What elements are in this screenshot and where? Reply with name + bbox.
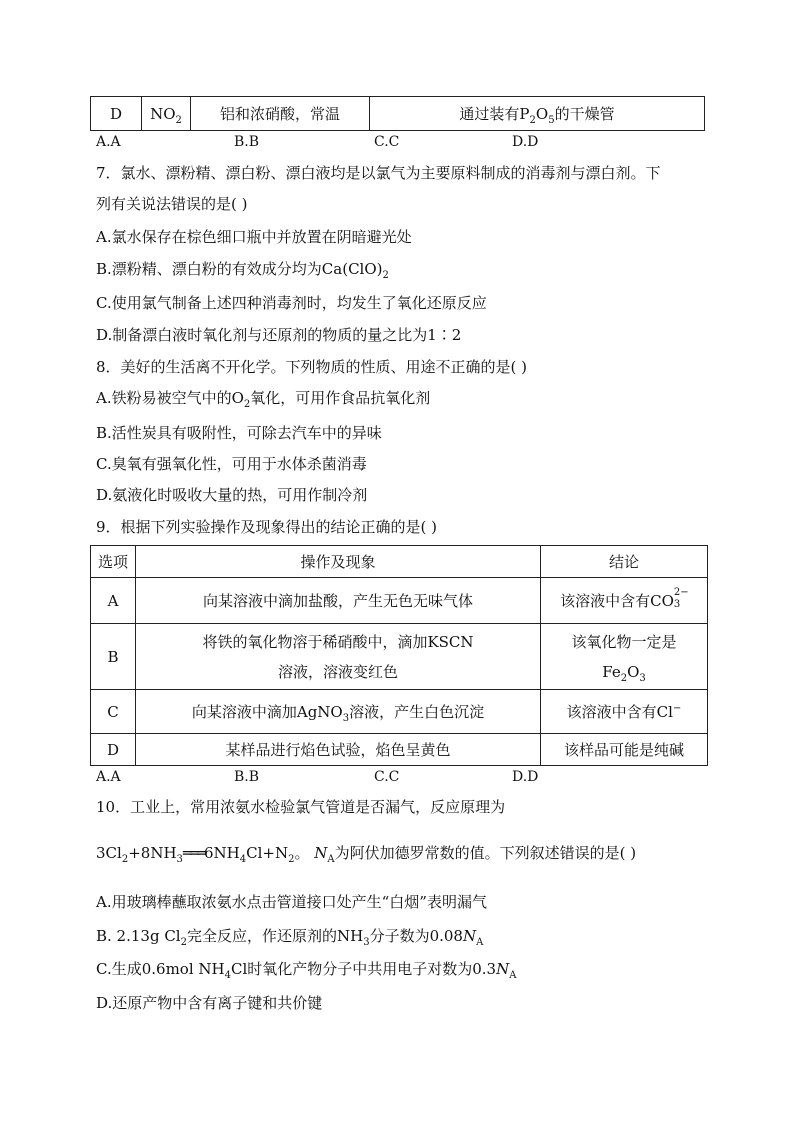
q10-option-c[interactable]: C.生成0.6mol $NH_4Cl$时氧化产物分子中共用电子对数为$0.3N_A$ (96, 960, 517, 981)
q7-option-d[interactable]: D.制备漂白液时氧化剂与还原剂的物质的量之比为1∶2 (96, 326, 462, 344)
q8-option-b[interactable]: B.活性炭具有吸附性，可除去汽车中的异味 (96, 424, 382, 442)
q9-row-b-operation: 将铁的氧化物溶于稀硝酸中，滴加KSCN 溶液，溶液变红色 (136, 624, 541, 690)
q8-option-c[interactable]: C.臭氧有强氧化性，可用于水体杀菌消毒 (96, 455, 367, 473)
q9-option-a[interactable]: A.A (96, 769, 121, 785)
q10-option-b[interactable]: B. 2.13g $Cl_2$完全反应，作还原剂的$NH_3$分子数为$0.08N_A$ (96, 927, 484, 948)
table-row (91, 690, 708, 734)
q9-row-a-operation: 向某溶液中滴加盐酸，产生无色无味气体 (136, 578, 541, 624)
q6-method: 通过装有$P_2O_5$的干燥管 (370, 97, 705, 131)
q6-table-row (90, 96, 705, 131)
q9-header-option: 选项 (91, 546, 136, 578)
q9-row-c-conclusion: 该溶液中含有Cl− (541, 690, 708, 734)
q6-option-a[interactable]: A.A (96, 134, 121, 150)
q9-row-d-conclusion: 该样品可能是纯碱 (541, 734, 708, 766)
q10-option-a[interactable]: A.用玻璃棒蘸取浓氨水点击管道接口处产生“白烟”表明漏气 (96, 893, 487, 911)
table-row (91, 546, 708, 578)
q9-option-d[interactable]: D.D (512, 769, 539, 785)
q7-stem-line2: 列有关说法错误的是( ) (96, 195, 248, 213)
q7-option-b[interactable]: B.漂粉精、漂白粉的有效成分均为$Ca(ClO)_2$ (96, 260, 389, 281)
q9-row-d-option: D (91, 734, 136, 766)
q10-equation: $3Cl_2+8NH_3═══6NH_4Cl+N_2$。 $N_A$为阿伏加德罗常数的值。下列叙述错误的是( ) (96, 844, 637, 865)
table-row (91, 734, 708, 766)
q10-option-d[interactable]: D.还原产物中含有离子键和共价键 (96, 994, 323, 1012)
q7-option-c[interactable]: C.使用氯气制备上述四种消毒剂时，均发生了氧化还原反应 (96, 294, 487, 312)
q6-option-b[interactable]: B.B (234, 134, 260, 150)
q9-stem: 9．根据下列实验操作及现象得出的结论正确的是( ) (96, 518, 438, 536)
q6-letter: D (91, 97, 142, 131)
q6-gas: $NO_2$ (142, 97, 191, 131)
q9-row-b-option: B (91, 624, 136, 690)
table-row (91, 624, 708, 690)
q9-row-c-operation: 向某溶液中滴加AgNO$_3$溶液，产生白色沉淀 (136, 690, 541, 734)
q7-stem-line1: 7．氯水、漂粉精、漂白粉、漂白液均是以氯气为主要原料制成的消毒剂与漂白剂。下 (96, 164, 661, 182)
q6-option-d[interactable]: D.D (512, 134, 539, 150)
q8-option-a[interactable]: A.铁粉易被空气中的$O_2$氧化，可用作食品抗氧化剂 (96, 389, 431, 410)
q8-stem: 8．美好的生活离不开化学。下列物质的性质、用途不正确的是( ) (96, 358, 528, 376)
q9-table (90, 545, 708, 766)
q6-option-c[interactable]: C.C (374, 134, 400, 150)
q8-option-d[interactable]: D.氨液化时吸收大量的热，可用作制冷剂 (96, 486, 368, 504)
table-row (91, 97, 705, 131)
q6-reagent: 铝和浓硝酸，常温 (191, 97, 370, 131)
q9-row-b-conclusion: 该氧化物一定是 $Fe_2O_3$ (541, 624, 708, 690)
q7-option-a[interactable]: A.氯水保存在棕色细口瓶中并放置在阴暗避光处 (96, 228, 412, 246)
q9-row-a-conclusion: 该溶液中含有CO 2− 3 (541, 578, 708, 624)
q9-option-b[interactable]: B.B (234, 769, 260, 785)
q9-row-c-option: C (91, 690, 136, 734)
table-row (91, 578, 708, 624)
q9-row-a-option: A (91, 578, 136, 624)
q9-header-conclusion: 结论 (541, 546, 708, 578)
q9-option-c[interactable]: C.C (374, 769, 400, 785)
q10-stem: 10．工业上，常用浓氨水检验氯气管道是否漏气，反应原理为 (96, 798, 506, 816)
q9-row-d-operation: 某样品进行焰色试验，焰色呈黄色 (136, 734, 541, 766)
q9-header-operation: 操作及现象 (136, 546, 541, 578)
